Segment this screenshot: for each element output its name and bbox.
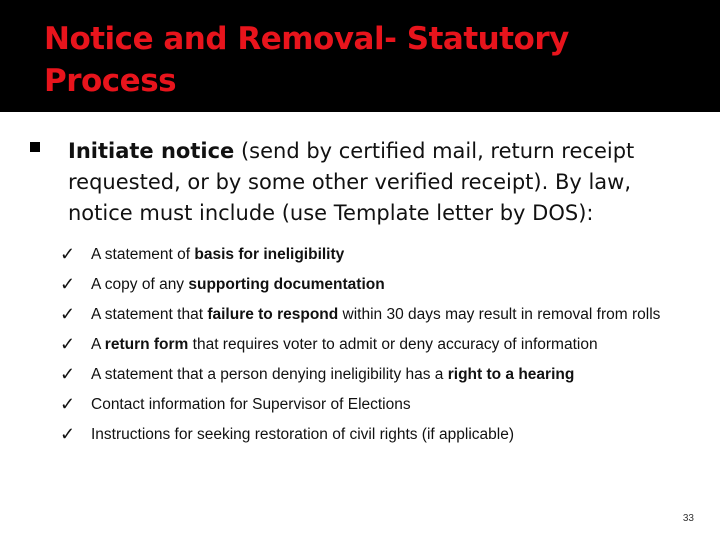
checklist-item [60,393,700,416]
item-bold: supporting documentation [188,276,385,293]
item-bold: failure to respond [207,306,339,323]
checkmark-icon: ✓ [60,424,76,444]
item-bold: right to a hearing [447,366,575,383]
main-bullet-bold: Initiate notice [68,139,235,163]
checkmark-icon: ✓ [60,274,76,294]
slide-title: Notice and Removal- Statutory Process [44,21,569,99]
main-bullet [30,136,700,229]
item-text: A statement of [91,246,195,263]
checklist-item [60,423,700,446]
item-text: A statement that a person denying ineligibility has a [91,366,448,383]
checkmark-icon: ✓ [60,394,76,414]
square-bullet-icon [30,142,40,152]
item-bold: return form [104,336,189,353]
item-text-after: that requires voter to admit or deny accuracy of information [188,336,598,353]
checklist-item [60,303,700,326]
item-bold: basis for ineligibility [194,246,345,263]
checklist-item [60,243,700,266]
checklist [60,243,700,453]
checkmark-icon: ✓ [60,304,76,324]
checkmark-icon: ✓ [60,334,76,354]
checkmark-icon: ✓ [60,244,76,264]
item-text: Instructions for seeking restoration of civil rights (if applicable) [91,426,514,443]
item-text: A copy of any [91,276,189,293]
checklist-item [60,363,700,386]
checkmark-icon: ✓ [60,364,76,384]
item-text: Contact information for Supervisor of Elections [91,396,411,413]
item-text-after: within 30 days may result in removal from rolls [338,306,661,323]
item-text: A [91,336,105,353]
checklist-item [60,273,700,296]
main-bullet-rest: (send by certified mail, return receipt requested, or by some other verified receipt). By law, notice must include (use Template letter by DOS): [68,139,635,225]
main-bullet-text [68,136,700,229]
item-text: A statement that [91,306,208,323]
checklist-item [60,333,700,356]
page-number: 33 [682,513,694,524]
